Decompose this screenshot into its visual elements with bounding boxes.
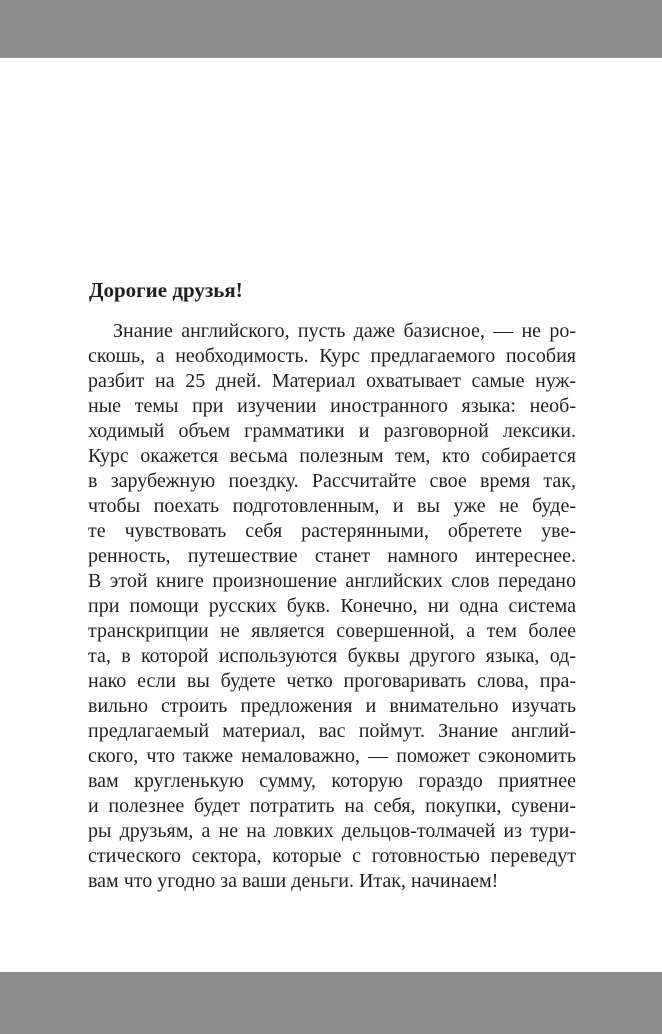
- text-line: ренность, путешествие станет намного интереснее.: [88, 545, 576, 567]
- text-line: транскрипции не является совершенной, а тем более: [88, 620, 576, 642]
- page-heading: Дорогие друзья!: [89, 278, 243, 302]
- top-gray-band: [0, 0, 662, 58]
- text-line: нако если вы будете четко проговаривать слова, пра-: [88, 670, 576, 692]
- text-line: вильно строить предложения и внимательно изучать: [88, 695, 576, 717]
- text-line: Знание английского, пусть даже базисное, — не ро-: [113, 320, 576, 342]
- text-line: В этой книге произношение английских слов передано: [88, 570, 576, 592]
- text-line: вам кругленькую сумму, которую гораздо приятнее: [88, 770, 576, 792]
- text-line: та, в которой используются буквы другого языка, од-: [88, 645, 576, 667]
- text-line: ходимый объем грамматики и разговорной лексики.: [88, 420, 576, 442]
- text-line: чтобы поехать подготовленным, и вы уже не буде-: [88, 495, 576, 517]
- text-line: Курс окажется весьма полезным тем, кто собирается: [88, 445, 576, 467]
- text-line: ные темы при изучении иностранного языка: необ-: [88, 395, 576, 417]
- text-line: те чувствовать себя растерянными, обретете уве-: [88, 520, 576, 542]
- body-paragraph: [88, 319, 576, 894]
- text-line: ского, что также немаловажно, — поможет сэкономить: [88, 745, 576, 767]
- text-line: и полезнее будет потратить на себя, покупки, сувени-: [88, 795, 576, 817]
- text-line: в зарубежную поездку. Рассчитайте свое время так,: [88, 470, 576, 492]
- text-line: ры друзьям, а не на ловких дельцов-толмачей из тури-: [88, 820, 576, 842]
- bottom-gray-band: [0, 972, 662, 1034]
- text-line: при помощи русских букв. Конечно, ни одна система: [88, 595, 576, 617]
- text-line: разбит на 25 дней. Материал охватывает самые нуж-: [88, 370, 576, 392]
- text-line: стического сектора, которые с готовностью переведут: [88, 845, 576, 867]
- text-line: вам что угодно за ваши деньги. Итак, начинаем!: [88, 870, 499, 892]
- text-line: предлагаемый материал, вас поймут. Знание англий-: [88, 720, 576, 742]
- text-line: скошь, а необходимость. Курс предлагаемого пособия: [88, 345, 576, 367]
